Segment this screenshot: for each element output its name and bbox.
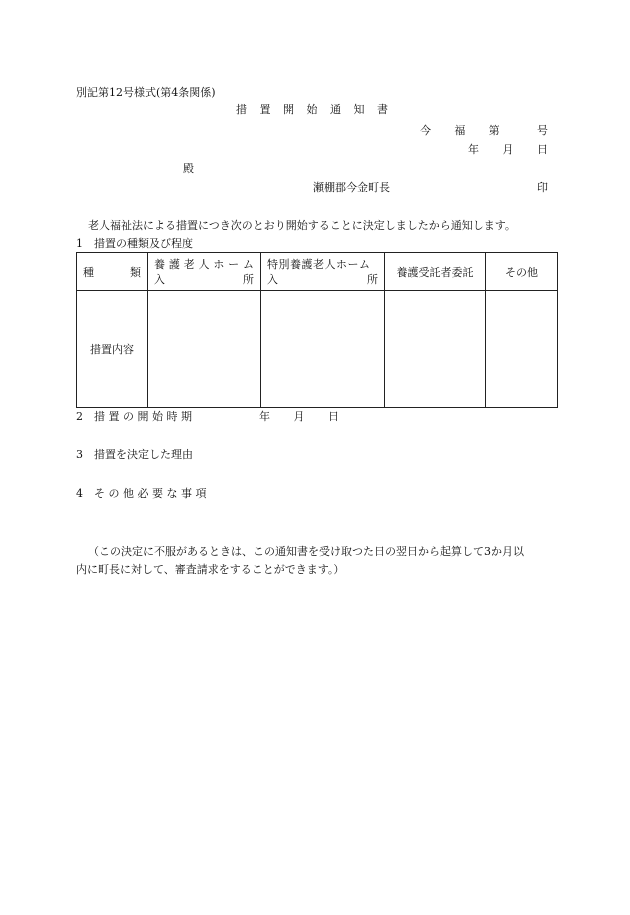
seal-mark: 印 — [537, 181, 548, 194]
header-char: 入 — [154, 272, 165, 286]
number-char: 福 — [454, 124, 466, 137]
number-char: 今 — [420, 124, 431, 137]
title-char: 置 — [259, 103, 271, 116]
measure-table — [76, 252, 558, 408]
section-3-heading: 3 措置を決定した理由 — [76, 448, 193, 461]
date-char: 月 — [293, 410, 305, 423]
date-char: 日 — [537, 143, 548, 156]
special-nursing-home-header — [261, 253, 385, 291]
issue-date — [468, 143, 548, 156]
title-char: 開 — [283, 103, 294, 116]
date-char: 月 — [502, 143, 514, 156]
table-cell — [148, 291, 261, 408]
number-char: 号 — [536, 124, 548, 137]
section-2-heading: 2 措 置 の 開 始 時 期 — [76, 410, 192, 423]
start-date — [259, 410, 339, 423]
foster-caregiver-header: 養護受託者委託 — [385, 253, 486, 291]
type-char: 種 — [83, 265, 94, 279]
header-text: 特別養護老人ホーム — [267, 257, 371, 271]
table-cell — [261, 291, 385, 408]
title-char: 知 — [353, 103, 365, 116]
section-1-heading: 1 措置の種類及び程度 — [76, 237, 193, 250]
appeal-notice-line-2: 内に町長に対して、審査請求をすることができます。） — [76, 563, 345, 576]
header-char: 護 — [168, 257, 180, 271]
document-title — [236, 103, 388, 116]
form-label: 別記第12号様式(第4条関係) — [76, 86, 216, 99]
header-char: 養 — [154, 257, 165, 271]
date-char: 年 — [259, 410, 270, 423]
measure-content-label: 措置内容 — [77, 291, 148, 408]
table-row — [77, 291, 558, 408]
table-cell — [385, 291, 486, 408]
date-char: 日 — [328, 410, 339, 423]
header-char: 人 — [198, 257, 210, 271]
header-char: ム — [242, 257, 254, 271]
title-char: 措 — [236, 103, 247, 116]
header-char: 老 — [183, 257, 195, 271]
type-char: 類 — [130, 265, 141, 279]
document-number — [420, 124, 548, 137]
addressee-suffix: 殿 — [183, 162, 194, 175]
table-header-row — [77, 253, 558, 291]
intro-text: 老人福祉法による措置につき次のとおり開始することに決定しましたから通知します。 — [88, 219, 516, 232]
header-char: ー — [228, 257, 240, 271]
appeal-notice-line-1: （この決定に不服があるときは、この通知書を受け取つた日の翌日から起算して3か月以 — [88, 545, 524, 558]
nursing-home-header — [148, 253, 261, 291]
section-4-heading: 4 そ の 他 必 要 な 事 項 — [76, 487, 207, 500]
issuer-name: 瀬棚郡今金町長 — [313, 181, 390, 194]
other-header: その他 — [486, 253, 558, 291]
type-header — [77, 253, 148, 291]
header-char: 所 — [243, 272, 254, 286]
header-char: 所 — [367, 272, 378, 286]
title-char: 書 — [377, 103, 388, 116]
date-char: 年 — [468, 143, 479, 156]
title-char: 通 — [330, 103, 341, 116]
title-char: 始 — [306, 103, 318, 116]
number-char: 第 — [488, 124, 500, 137]
header-char: 入 — [267, 272, 278, 286]
header-char: ホ — [213, 257, 225, 271]
table-cell — [486, 291, 558, 408]
